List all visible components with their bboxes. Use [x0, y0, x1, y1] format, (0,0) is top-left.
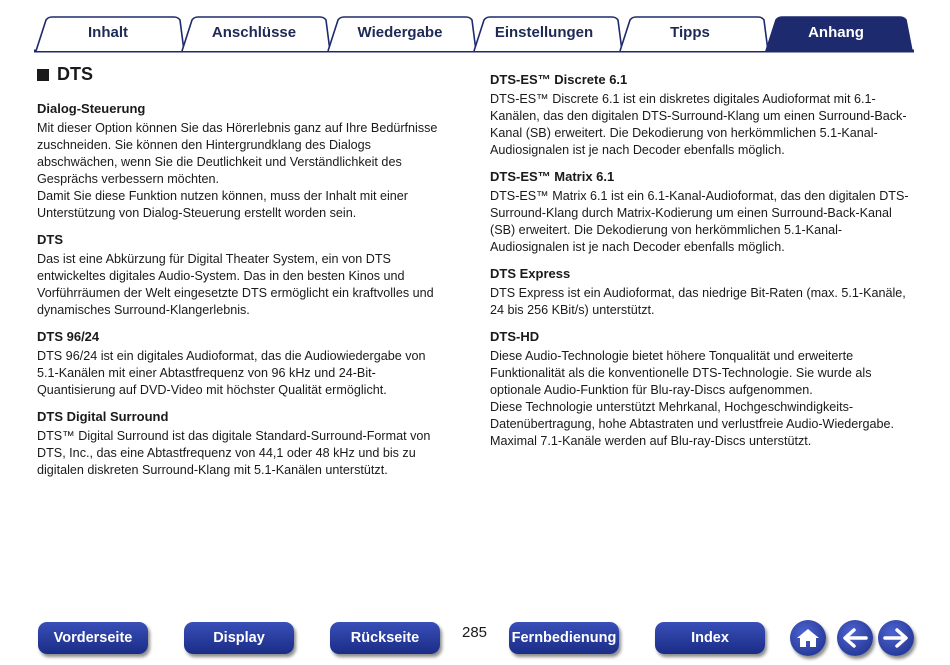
section-paragraph: Damit Sie diese Funktion nutzen können, muss der Inhalt mit einer Unterstützung von Dialog-Steuerung erstellt worden sein. [37, 189, 409, 220]
page-number: 285 [462, 624, 488, 641]
front-panel-label: Vorderseite [53, 630, 133, 646]
tab-wiedergabe[interactable]: Wiedergabe [357, 24, 443, 41]
display-button[interactable] [184, 622, 294, 654]
section-paragraph: DTS™ Digital Surround ist das digitale Standard-Surround-Format von DTS, Inc., das eine Abtastfrequenz von 44,1 oder 48 kHz und bis zu digitalen diskreten Surround-Klang mit 5.1-Kanälen unterstützt. [37, 429, 431, 477]
section-dts-digital-surround [37, 409, 447, 479]
main-heading-text: DTS [57, 64, 93, 84]
home-button[interactable] [790, 620, 826, 656]
section-dts-96-24 [37, 329, 447, 399]
display-label: Display [213, 630, 265, 646]
section-dts-express [490, 266, 910, 319]
section-paragraph: Diese Audio-Technologie bietet höhere Tonqualität und erweiterte Funktionalität als die konventionelle DTS-Technologie. Sie wurde als optionale Audio-Funktion für Blu-ray-Discs aufgenommen. [490, 349, 872, 397]
remote-control-label: Fernbedienung [511, 630, 617, 646]
arrow-right-icon [883, 628, 909, 648]
section-paragraph: DTS Express ist ein Audioformat, das niedrige Bit-Raten (max. 5.1-Kanäle, 24 bis 256 KBit/s) unterstützt. [490, 286, 906, 317]
index-label: Index [691, 630, 729, 646]
tab-bar [34, 16, 914, 53]
main-heading [37, 64, 447, 85]
section-dts [37, 232, 447, 319]
section-paragraph: Mit dieser Option können Sie das Hörerlebnis ganz auf Ihre Bedürfnisse zuschneiden. Sie können den Hintergrundklang des Dialogs abschwächen, wenn Sie die Deutlichkeit und Verständlichkeit des Gesprächs verbessern möchten. [37, 121, 438, 186]
section-title: DTS-HD [490, 329, 540, 344]
section-paragraph: Diese Technologie unterstützt Mehrkanal, Hochgeschwindigkeits-Datenübertragung, hohe Abtastraten und verlustfreie Audio-Wiedergabe. Maximal 7.1-Kanäle werden auf Blu-ray-Discs unterstützt. [490, 400, 894, 448]
tab-anhang[interactable]: Anhang [808, 24, 864, 41]
section-title: DTS Digital Surround [37, 409, 169, 424]
previous-page-button[interactable] [837, 620, 873, 656]
square-bullet-icon [37, 69, 49, 81]
index-button[interactable] [655, 622, 765, 654]
rear-panel-label: Rückseite [350, 630, 420, 646]
section-dts-es-discrete [490, 72, 910, 159]
tab-anschluesse[interactable]: Anschlüsse [211, 24, 297, 41]
section-paragraph: DTS-ES™ Matrix 6.1 ist ein 6.1-Kanal-Audioformat, das den digitalen DTS-Surround-Klang durch Matrix-Kodierung um einen Surround-Back-Kanal (SB) erweitert. Die Dekodierung von herkömmlichen 5.1-Kanal-Audiosignalen ist je nach Decoder ebenfalls möglich. [490, 189, 909, 254]
remote-control-button[interactable] [509, 622, 619, 654]
right-column [490, 72, 910, 460]
section-title: DTS-ES™ Matrix 6.1 [490, 169, 615, 184]
next-page-button[interactable] [878, 620, 914, 656]
section-title: DTS 96/24 [37, 329, 100, 344]
front-panel-button[interactable] [38, 622, 148, 654]
section-dts-es-matrix [490, 169, 910, 256]
section-title: Dialog-Steuerung [37, 101, 146, 116]
section-paragraph: DTS-ES™ Discrete 6.1 ist ein diskretes digitales Audioformat mit 6.1-Kanälen, das den digitalen DTS-Surround-Klang um einen Surround-Back- Kanal (SB) erweitert. Die Dekodierung von herkömmlichen 5.1-Kanal-Audiosignalen ist je nach Decoder ebenfalls möglich. [490, 92, 907, 157]
rear-panel-button[interactable] [330, 622, 440, 654]
home-icon [796, 627, 820, 649]
tab-inhalt[interactable]: Inhalt [88, 24, 128, 41]
left-column [37, 64, 447, 489]
section-paragraph: DTS 96/24 ist ein digitales Audioformat, das die Audiowiedergabe von 5.1-Kanälen mit einer Abtastfrequenz von 96 kHz und 24-Bit-Quantisierung auf DVD-Video mit höchster Qualität ermöglicht. [37, 349, 426, 397]
section-paragraph: Das ist eine Abkürzung für Digital Theater System, ein von DTS entwickeltes digitales Audio-System. Das in den besten Kinos und Vorführräumen der Welt eingesetzte DTS ermöglicht ein kraftvolles und dynamisches Surround-Klangerlebnis. [37, 252, 434, 317]
section-title: DTS-ES™ Discrete 6.1 [490, 72, 628, 87]
section-title: DTS [37, 232, 63, 247]
section-title: DTS Express [490, 266, 571, 281]
arrow-left-icon [842, 628, 868, 648]
tab-einstellungen[interactable]: Einstellungen [494, 24, 594, 41]
section-dts-hd [490, 329, 910, 450]
tab-tipps[interactable]: Tipps [670, 24, 710, 41]
section-dialog-steuerung [37, 101, 447, 222]
